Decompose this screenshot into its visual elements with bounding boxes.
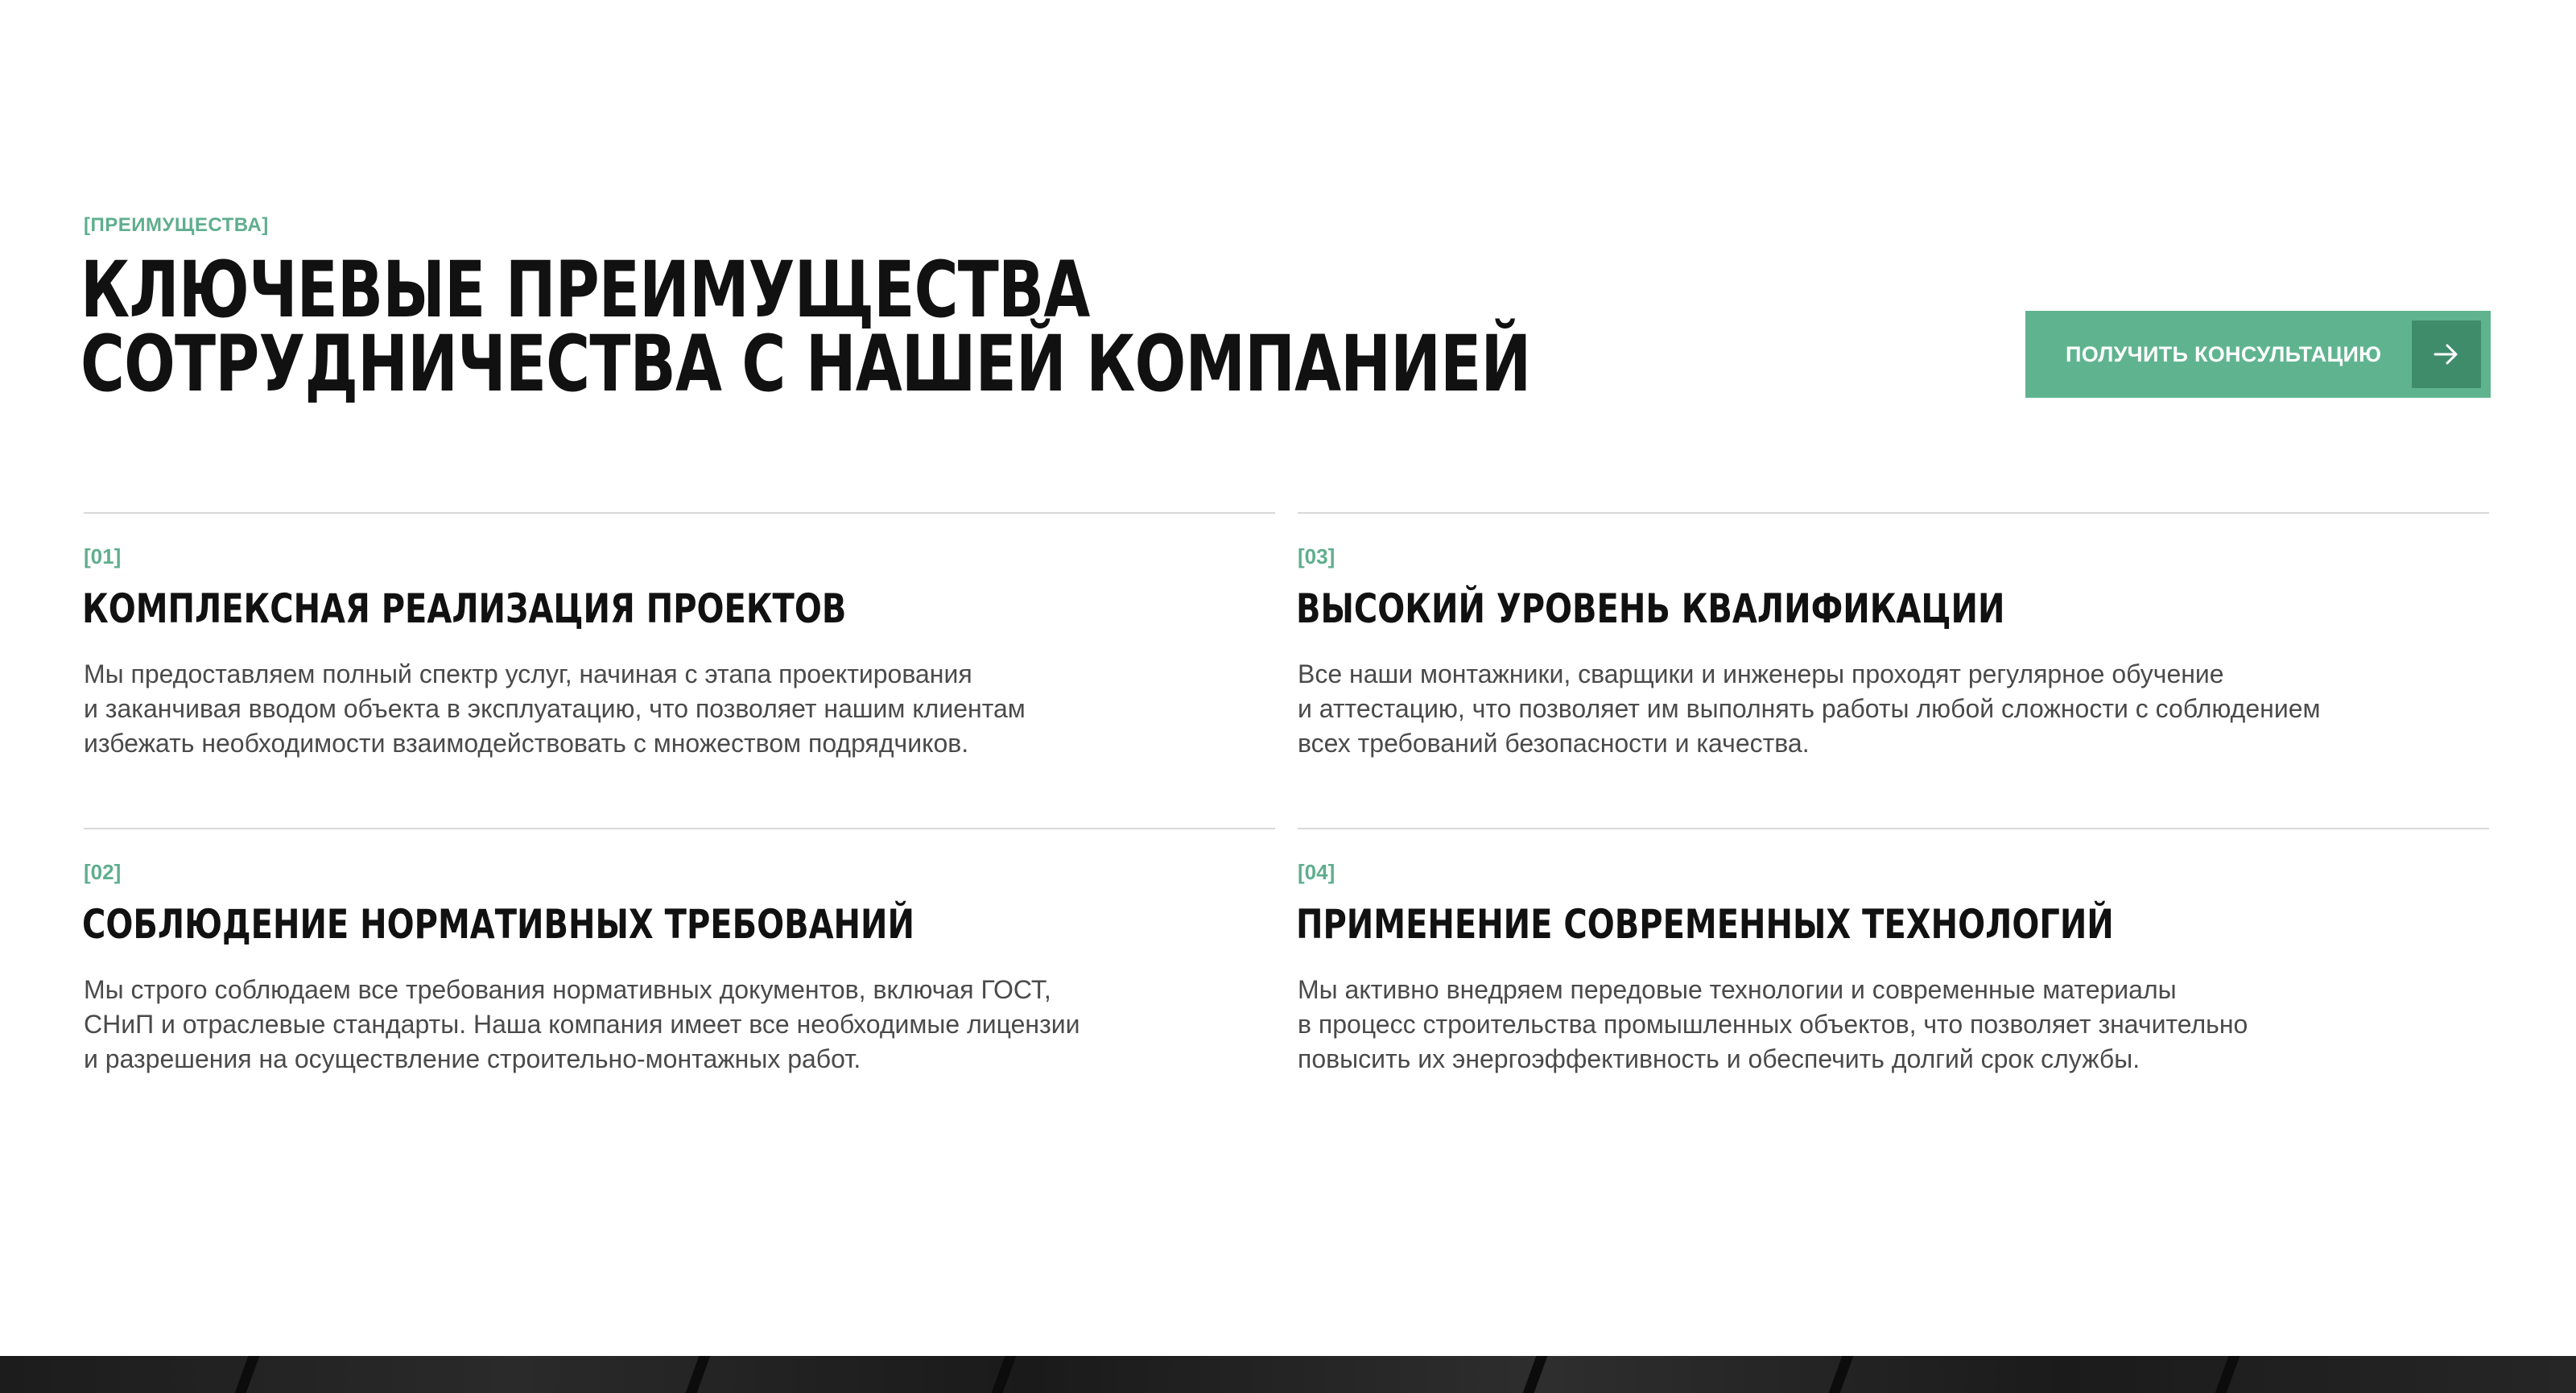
- feature-description-line: Мы строго соблюдаем все требования нормативных документов, включая ГОСТ,: [84, 975, 1051, 1004]
- feature-description: [1298, 657, 2441, 761]
- feature-number: [04]: [1298, 860, 1335, 884]
- feature-description-line: Мы предоставляем полный спектр услуг, начиная с этапа проектирования: [84, 659, 972, 688]
- feature-description-line: Все наши монтажники, сварщики и инженеры проходят регулярное обучение: [1298, 659, 2224, 688]
- section-eyebrow: [ПРЕИМУЩЕСТВА]: [84, 214, 269, 236]
- feature-number: [01]: [84, 544, 122, 568]
- feature-description-line: в процесс строительства промышленных объектов, что позволяет значительно: [1298, 1010, 2248, 1039]
- headline-line-2: СОТРУДНИЧЕСТВА С НАШЕЙ КОМПАНИЕЙ: [80, 319, 1531, 409]
- next-section-image-strip: [0, 1356, 2576, 1393]
- get-consultation-button[interactable]: [2025, 311, 2491, 398]
- feature-item: [82, 828, 1275, 1073]
- feature-description-line: Мы активно внедряем передовые технологии и современные материалы: [1298, 975, 2177, 1004]
- feature-title: ПРИМЕНЕНИЕ СОВРЕМЕННЫХ ТЕХНОЛОГИЙ: [1296, 901, 2114, 948]
- section-headline: [80, 245, 1531, 409]
- decorative-beam: [2215, 1356, 2240, 1393]
- feature-title: ВЫСОКИЙ УРОВЕНЬ КВАЛИФИКАЦИИ: [1296, 585, 2005, 632]
- cta-label: ПОЛУЧИТЬ КОНСУЛЬТАЦИЮ: [2066, 341, 2382, 366]
- feature-item: [82, 512, 1275, 758]
- feature-description: [1298, 973, 2441, 1077]
- arrow-right-icon: [2412, 320, 2481, 388]
- feature-title: КОМПЛЕКСНАЯ РЕАЛИЗАЦИЯ ПРОЕКТОВ: [82, 585, 847, 632]
- feature-description-line: повысить их энергоэффективность и обеспечить долгий срок службы.: [1298, 1044, 2140, 1073]
- feature-description-line: и аттестацию, что позволяет им выполнять работы любой сложности с соблюдением: [1298, 694, 2321, 723]
- decorative-beam: [1829, 1356, 1854, 1393]
- feature-item: [1296, 828, 2489, 1073]
- decorative-beam: [1523, 1356, 1548, 1393]
- feature-description-line: СНиП и отраслевые стандарты. Наша компания имеет все необходимые лицензии: [84, 1010, 1080, 1039]
- headline-line-1: КЛЮЧЕВЫЕ ПРЕИМУЩЕСТВА: [80, 245, 1090, 335]
- feature-number: [03]: [1298, 544, 1335, 568]
- feature-description: [84, 973, 1227, 1077]
- decorative-beam: [686, 1356, 711, 1393]
- feature-description: [84, 657, 1227, 761]
- feature-item: [1296, 512, 2489, 758]
- decorative-beam: [992, 1356, 1017, 1393]
- feature-number: [02]: [84, 860, 122, 884]
- feature-description-line: и заканчивая вводом объекта в эксплуатацию, что позволяет нашим клиентам: [84, 694, 1026, 723]
- feature-description-line: всех требований безопасности и качества.: [1298, 729, 1810, 758]
- feature-title: СОБЛЮДЕНИЕ НОРМАТИВНЫХ ТРЕБОВАНИЙ: [82, 901, 914, 948]
- decorative-beam: [235, 1356, 260, 1393]
- feature-description-line: избежать необходимости взаимодействовать с множеством подрядчиков.: [84, 729, 969, 758]
- feature-description-line: и разрешения на осуществление строительно-монтажных работ.: [84, 1044, 861, 1073]
